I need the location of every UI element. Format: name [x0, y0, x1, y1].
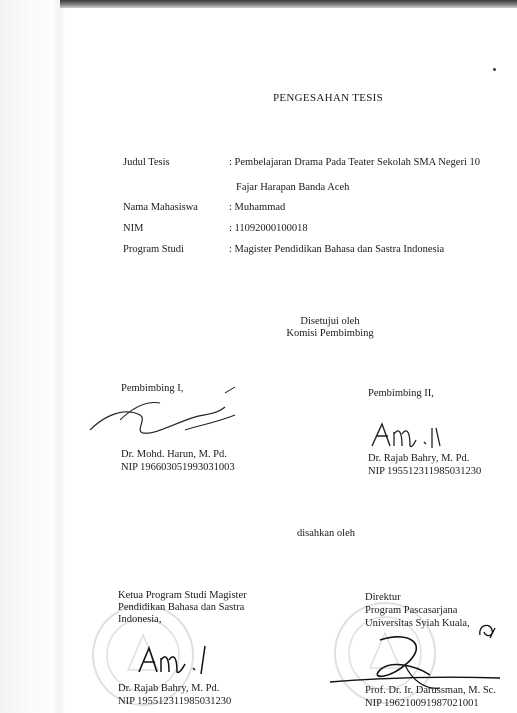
ratified-by: disahkan oleh	[296, 528, 356, 539]
field-label-nim: NIM	[123, 223, 144, 234]
pembimbing2-name: Dr. Rajab Bahry, M. Pd.	[368, 453, 470, 464]
approval-line2: Komisi Pembimbing	[286, 328, 374, 339]
pembimbing2-nip: NIP 195512311985031230	[368, 466, 482, 477]
scan-fold-shadow	[52, 0, 66, 713]
pembimbing1-role: Pembimbing I,	[121, 383, 184, 394]
pembimbing1-nip: NIP 196603051993031003	[121, 462, 235, 473]
field-value-nim: : 11092000100018	[229, 223, 308, 234]
scan-top-edge	[0, 0, 517, 8]
pembimbing1-signature	[85, 385, 250, 445]
ketua-name: Dr. Rajab Bahry, M. Pd.	[118, 683, 220, 694]
pembimbing2-signature	[368, 418, 458, 454]
pembimbing2-role: Pembimbing II,	[368, 388, 434, 399]
direktur-nip: NIP 196210091987021001	[365, 698, 479, 709]
speck	[493, 68, 496, 71]
ketua-role-line3: Indonesia,	[118, 614, 162, 625]
scan-left-shadow	[0, 0, 60, 713]
field-label-nama: Nama Mahasiswa	[123, 202, 198, 213]
approval-line1: Disetujui oleh	[300, 316, 360, 327]
direktur-role-line3: Universitas Syiah Kuala,	[365, 618, 470, 629]
field-value-judul-cont: Fajar Harapan Banda Aceh	[236, 182, 350, 193]
ketua-nip: NIP 195512311985031230	[118, 696, 232, 707]
ketua-role-line1: Ketua Program Studi Magister	[118, 590, 247, 601]
field-label-prodi: Program Studi	[123, 244, 184, 255]
field-value-nama: : Muhammad	[229, 202, 286, 213]
field-label-judul: Judul Tesis	[123, 157, 170, 168]
page-title: PENGESAHAN TESIS	[273, 92, 384, 104]
ketua-signature	[135, 640, 225, 680]
direktur-role-line2: Program Pascasarjana	[365, 605, 458, 616]
ketua-role-line2: Pendidikan Bahasa dan Sastra	[118, 602, 245, 613]
pembimbing1-name: Dr. Mohd. Harun, M. Pd.	[121, 449, 227, 460]
field-value-judul: : Pembelajaran Drama Pada Teater Sekolah SMA Negeri 10	[229, 157, 480, 168]
direktur-role-line1: Direktur	[365, 592, 401, 603]
direktur-name: Prof. Dr. Ir. Darussman, M. Sc.	[365, 685, 496, 696]
field-value-prodi: : Magister Pendidikan Bahasa dan Sastra Indonesia	[229, 244, 445, 255]
